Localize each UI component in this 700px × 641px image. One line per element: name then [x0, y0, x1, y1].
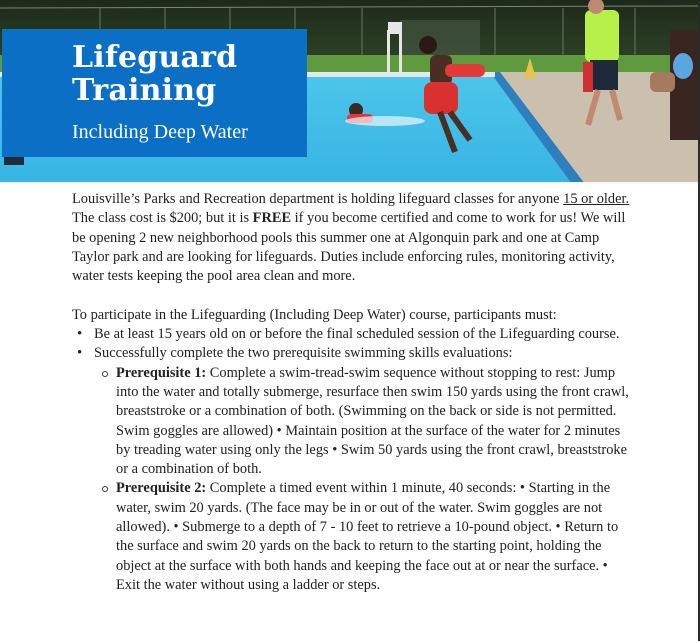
requirement-item-age — [72, 325, 632, 344]
banner-title-line2: Training — [72, 73, 217, 108]
requirement-text: Be at least 15 years old on or before the final scheduled session of the Lifeguarding course. — [94, 326, 620, 343]
intro-text-1: Louisville’s Parks and Recreation department is holding lifeguard classes for anyone — [72, 191, 564, 207]
requirement-text: Successfully complete the two prerequisite swimming skills evaluations: — [94, 345, 513, 362]
requirements-list — [72, 325, 632, 595]
hero-photo — [0, 0, 698, 184]
intro-paragraph — [72, 190, 632, 286]
prerequisite-text: Complete a swim-tread-swim sequence without stopping to rest: Jump into the water and totally submerge, resurface then swim 150 yards using the front crawl, breaststroke or a combination of both. (Swimming on the back or side is not permitted. Swim goggles are allowed) • Maintain position at the surface of the water for 2 minutes by treading water using only the legs • Swim 50 yards using the front crawl, breaststroke or a combination of both. — [116, 364, 629, 478]
prerequisite-list — [94, 364, 632, 596]
age-requirement-underlined: 15 or older. — [563, 191, 630, 207]
banner-title-line1: Lifeguard — [72, 40, 238, 75]
free-emphasis: FREE — [252, 210, 292, 227]
prerequisite-label: Prerequisite 1: — [116, 364, 207, 381]
requirements-lead: To participate in the Lifeguarding (Including Deep Water) course, participants must: — [72, 306, 557, 323]
title-banner — [2, 29, 307, 157]
intro-text-3: if you become certified and come to work for us! We will be opening 2 new neighborhood pools this summer one at Algonquin park and one at Camp Taylor park and are looking for lifeguards. Duties include enforcing rules, monitoring activity, water tests keeping the pool area clean and more. — [72, 210, 626, 285]
prerequisite-item-1 — [94, 364, 632, 480]
requirement-item-evaluations — [72, 344, 632, 595]
document-body — [72, 190, 632, 595]
prerequisite-label: Prerequisite 2: — [116, 480, 207, 497]
intro-text-2: The class cost is $200; but it is — [72, 210, 253, 227]
banner-title — [72, 41, 237, 107]
prerequisite-text: Complete a timed event within 1 minute, 40 seconds: • Starting in the water, swim 20 yards. (The face may be in or out of the water. Swim goggles are not allowed). • Submerge to a depth of 7 - 10 feet to retrieve a 10-pound object. • Return to the surface and swim 20 yards on the back to return to the starting point, holding the object at the surface with both hands and keeping the face out at or near the surface. • Exit the water without using a ladder or steps. — [116, 480, 619, 593]
prerequisite-item-2 — [94, 479, 632, 595]
paragraph-spacer — [72, 286, 632, 305]
banner-subtitle: Including Deep Water — [72, 121, 248, 143]
